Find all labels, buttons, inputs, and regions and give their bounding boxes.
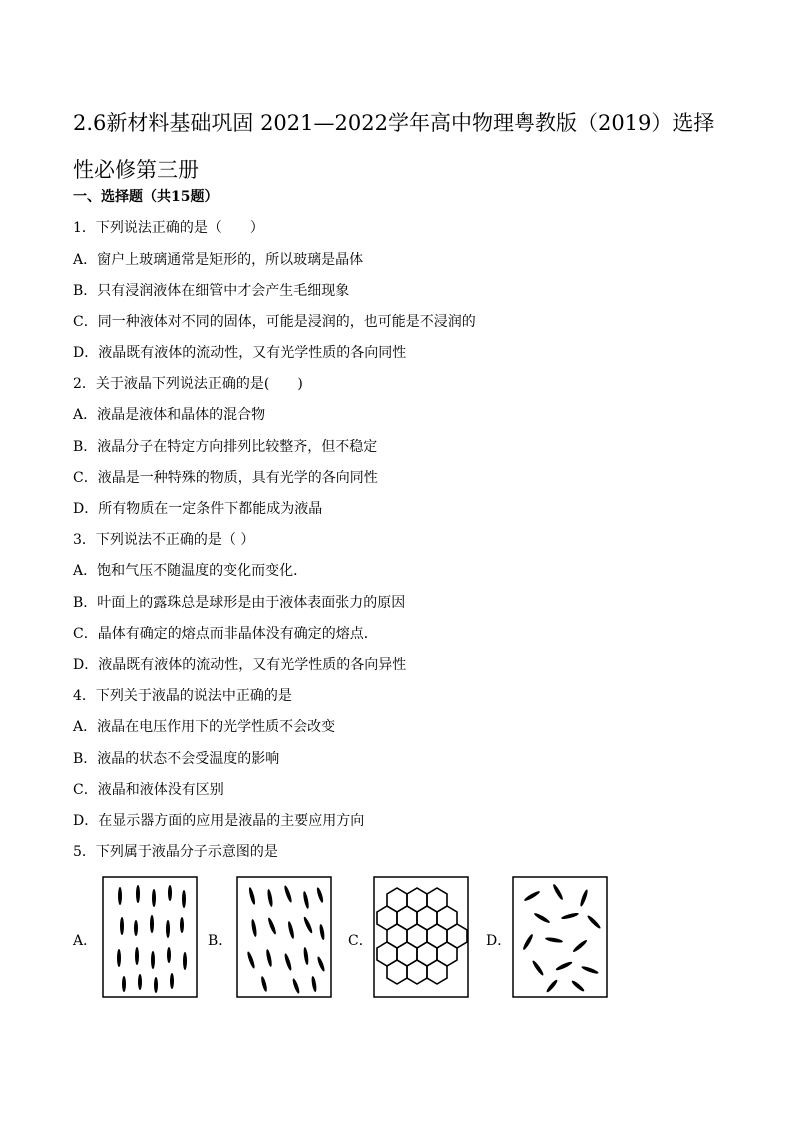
section-heading: 一、选择题（共15题） — [73, 189, 219, 205]
q2-option-a: A．液晶是液体和晶体的混合物 — [73, 407, 266, 423]
figure-label-b: B． — [208, 933, 233, 949]
q4-option-c: C．液晶和液体没有区别 — [73, 782, 224, 798]
question-5: 5．下列属于液晶分子示意图的是 — [73, 844, 278, 860]
q3-option-a: A．饱和气压不随温度的变化而变化． — [73, 563, 308, 579]
q2-option-c: C．液晶是一种特殊的物质，具有光学的各向同性 — [73, 470, 378, 486]
question-4: 4．下列关于液晶的说法中正确的是 — [73, 688, 292, 704]
figure-a-aligned-molecules — [102, 876, 198, 998]
q4-option-a: A．液晶在电压作用下的光学性质不会改变 — [73, 719, 336, 735]
q1-option-a: A．窗户上玻璃通常是矩形的，所以玻璃是晶体 — [73, 252, 364, 268]
figure-label-c: C． — [348, 933, 373, 949]
question-3: 3．下列说法不正确的是（ ） — [73, 532, 255, 548]
q4-option-d: D．在显示器方面的应用是液晶的主要应用方向 — [73, 813, 365, 829]
q1-option-b: B．只有浸润液体在细管中才会产生毛细现象 — [73, 283, 350, 299]
q4-option-b: B．液晶的状态不会受温度的影响 — [73, 751, 280, 767]
q1-option-d: D．液晶既有液体的流动性，又有光学性质的各向同性 — [73, 345, 407, 361]
q3-option-d: D．液晶既有液体的流动性，又有光学性质的各向异性 — [73, 657, 407, 673]
figure-label-d: D． — [486, 933, 512, 949]
q3-option-c: C．晶体有确定的熔点而非晶体没有确定的熔点． — [73, 626, 378, 642]
question-1: 1．下列说法正确的是（ ） — [73, 220, 264, 236]
figure-b-tilted-molecules — [236, 876, 332, 998]
q1-option-c: C．同一种液体对不同的固体，可能是浸润的，也可能是不浸润的 — [73, 314, 476, 330]
document-title: 2.6新材料基础巩固 2021—2022学年高中物理粤教版（2019）选择性必修第三册 — [73, 111, 715, 182]
figure-c-hexagonal-lattice — [373, 876, 469, 998]
q3-option-b: B．叶面上的露珠总是球形是由于液体表面张力的原因 — [73, 595, 406, 611]
q2-option-d: D．所有物质在一定条件下都能成为液晶 — [73, 501, 323, 517]
figure-options-row — [0, 870, 794, 1005]
q2-option-b: B．液晶分子在特定方向排列比较整齐，但不稳定 — [73, 439, 378, 455]
figure-label-a: A． — [73, 933, 98, 949]
question-2: 2．关于液晶下列说法正确的是( ) — [73, 376, 303, 392]
figure-d-random-molecules — [512, 876, 608, 998]
